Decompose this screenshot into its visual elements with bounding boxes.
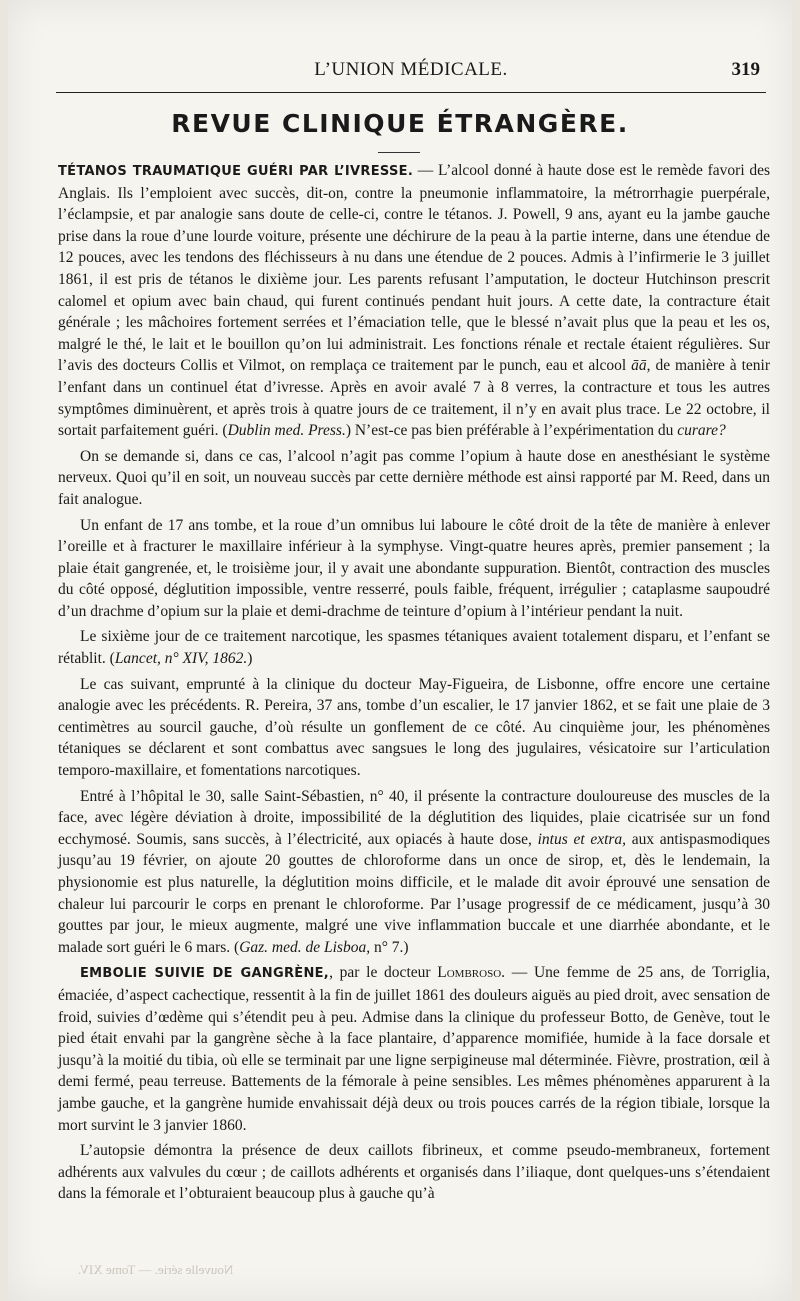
citation-lancet: Lancet, n° XIV, 1862.: [114, 650, 248, 668]
journal-page: [8, 0, 792, 1301]
tetanos-paragraph-3: Un enfant de 17 ans tombe, et la roue d’un omnibus lui laboure le côté droit de la tête de manière à enlever l’oreille et à fracturer le maxillaire inférieur à la symphyse. Vingt-quatre heures après, premier pansement ; la plaie était gangrenée, et, le troisième jour, il y avait une abondante suppuration. Bientôt, contraction des muscles du côté opposé, déglutition impossible, ventre resserré, pouls faible, fréquent, irrégulier ; cataplasme saupoudré d’un drachme d’opium sur la plaie et demi-drachme de teinture d’opium à l’intérieur pendant la nuit.: [58, 516, 770, 620]
author-name: Lombroso: [437, 964, 502, 982]
section-title: REVUE CLINIQUE ÉTRANGÈRE.: [171, 109, 629, 138]
tetanos-heading: TÉTANOS TRAUMATIQUE GUÉRI PAR L’IVRESSE.: [58, 164, 414, 179]
citation-dublin: Dublin med. Press.: [227, 422, 346, 440]
tetanos-paragraph-2: On se demande si, dans ce cas, l’alcool n’agit pas comme l’opium à haute dose en anesthésiant le système nerveux. Quoi qu’il en soit, un nouveau succès par cette dernière méthode est ainsi rapporté par M. Reed, dans un fait analogue.: [58, 447, 770, 508]
citation-lisboa: Gaz. med. de Lisboa,: [239, 938, 371, 956]
header-rule: [56, 92, 766, 93]
page-number: 319: [731, 59, 760, 80]
embolie-paragraph-2: L’autopsie démontra la présence de deux caillots fibrineux, et comme pseudo-membraneux, fortement adhérents aux valvules du cœur ; de caillots adhérents et organisés dans l’iliaque, dont quelques-uns s’étendaient dans la fémorale et l’obturaient beaucoup plus à gauche qu’à: [58, 1142, 770, 1203]
embolie-paragraph-1: EMBOLIE SUIVIE DE GANGRÈNE,, par le docteur Lombroso. — Une femme de 25 ans, de Torriglia, émaciée, d’aspect cachectique, ressentit à la fin de juillet 1861 des douleurs aiguës au pied droit, avec sensation de froid, suivies d’œdème qui s’étendit peu à peu. Admise dans la clinique du professeur Botto, de Genève, tout le pied était envahi par la gangrène sèche à la face plantaire, d’apparence momifiée, humide à la face dorsale et jusqu’à la moitié du tibia, où elle se terminait par une ligne serpigineuse mal déterminée. Fièvre, prostration, œil à demi fermé, peau terreuse. Battements de la fémorale à peine sensibles. Les mêmes phénomènes apparurent à la jambe gauche, et la gangrène humide envahissait déjà deux ou trois pouces carrés de la région tibiale, lorsque la mort survint le 3 janvier 1860.: [58, 964, 770, 1134]
article-body: [58, 160, 770, 1209]
embolie-heading: EMBOLIE SUIVIE DE GANGRÈNE,: [80, 966, 330, 982]
page-header: [58, 55, 764, 91]
footer-show-through: Nouvelle série. — Tome XIV.: [78, 1262, 234, 1277]
tetanos-paragraph-5: Le cas suivant, emprunté à la clinique du docteur May-Figueira, de Lisbonne, offre encore une certaine analogie avec les précédents. R. Pereira, 37 ans, tombe d’un escalier, le 17 janvier 1862, et se fait une plaie de 3 centimètres au sourcil gauche, d’où résulte un gonflement de ce côté. Au cinquième jour, les phénomènes tétaniques se déclarent et sont combattus avec sangsues le long des jugulaires, vésicatoire sur l’articulation temporo-maxillaire, et fomentations narcotiques.: [58, 675, 770, 780]
tetanos-paragraph-1: TÉTANOS TRAUMATIQUE GUÉRI PAR L’IVRESSE. — L’alcool donné à haute dose est le remède favori des Anglais. Ils l’emploient avec succès, dit-on, contre la pneumonie inflammatoire, la métrorrhagie puerpérale, l’éclampsie, et par analogie sans doute de celle-ci, contre le tétanos. J. Powell, 9 ans, ayant eu la jambe gauche prise dans la roue d’une lourde voiture, présente une déchirure de la peau à la partie interne, dans une étendue de 12 pouces, avec les tendons des fléchisseurs à nu dans une étendue de 2 pouces. Admis à l’infirmerie le 3 juillet 1861, il est pris de tétanos le dixième jour. Les parents refusant l’amputation, le docteur Hutchinson prescrit calomel et opium avec bain chaud, qui furent continués pendant huit jours. A cette date, la contracture était générale ; les mâchoires fortement serrées et l’émaciation telle, que le blessé n’avait plus que la peau et les os, malgré le thé, le lait et le bouillon qu’on lui administrait. Les fonctions rénale et rectale étaient régulières. Sur l’avis des docteurs Collis et Vilmot, on remplaça ce traitement par le punch, eau et alcool āā, de manière à tenir l’enfant dans un continuel état d’ivresse. Après en avoir avalé 7 à 8 verres, la contracture et tous les autres symptômes diminuèrent, et après trois à quatre jours de ce traitement, il n’y en avait plus trace. Le 22 octobre, il sortait parfaitement guéri. (Dublin med. Press.) N’est-ce pas bien préférable à l’expérimentation du curare?: [58, 162, 771, 440]
tetanos-paragraph-6: Entré à l’hôpital le 30, salle Saint-Sébastien, n° 40, il présente la contracture douloureuse des muscles de la face, avec légère déviation à droite, impossibilité de la déglutition des liquides, plaie cicatrisée sur un fond ecchymosé. Soumis, sans succès, à l’électricité, aux opiacés à haute dose, intus et extra, aux antispasmodiques jusqu’au 19 février, on ajoute 20 gouttes de chloroforme dans un once de sirop, et, dès le lendemain, la physionomie est plus naturelle, la déglutition moins difficile, et le malade dit avoir éprouvé une sensation de chaleur lui parcourir le corps en prenant le chloroforme. Par l’usage progressif de ce médicament, jusqu’à 30 gouttes par jour, le mieux augmente, malgré une vive inflammation buccale et une diarrhée abondante, et le malade sort guéri le 6 mars. (Gaz. med. de Lisboa, n° 7.): [58, 787, 771, 956]
tetanos-paragraph-4: Le sixième jour de ce traitement narcotique, les spasmes tétaniques avaient totalement disparu, et l’enfant se rétablit. (Lancet, n° XIV, 1862.): [58, 628, 770, 668]
title-rule: [378, 152, 420, 153]
running-title: L’UNION MÉDICALE.: [314, 59, 508, 80]
